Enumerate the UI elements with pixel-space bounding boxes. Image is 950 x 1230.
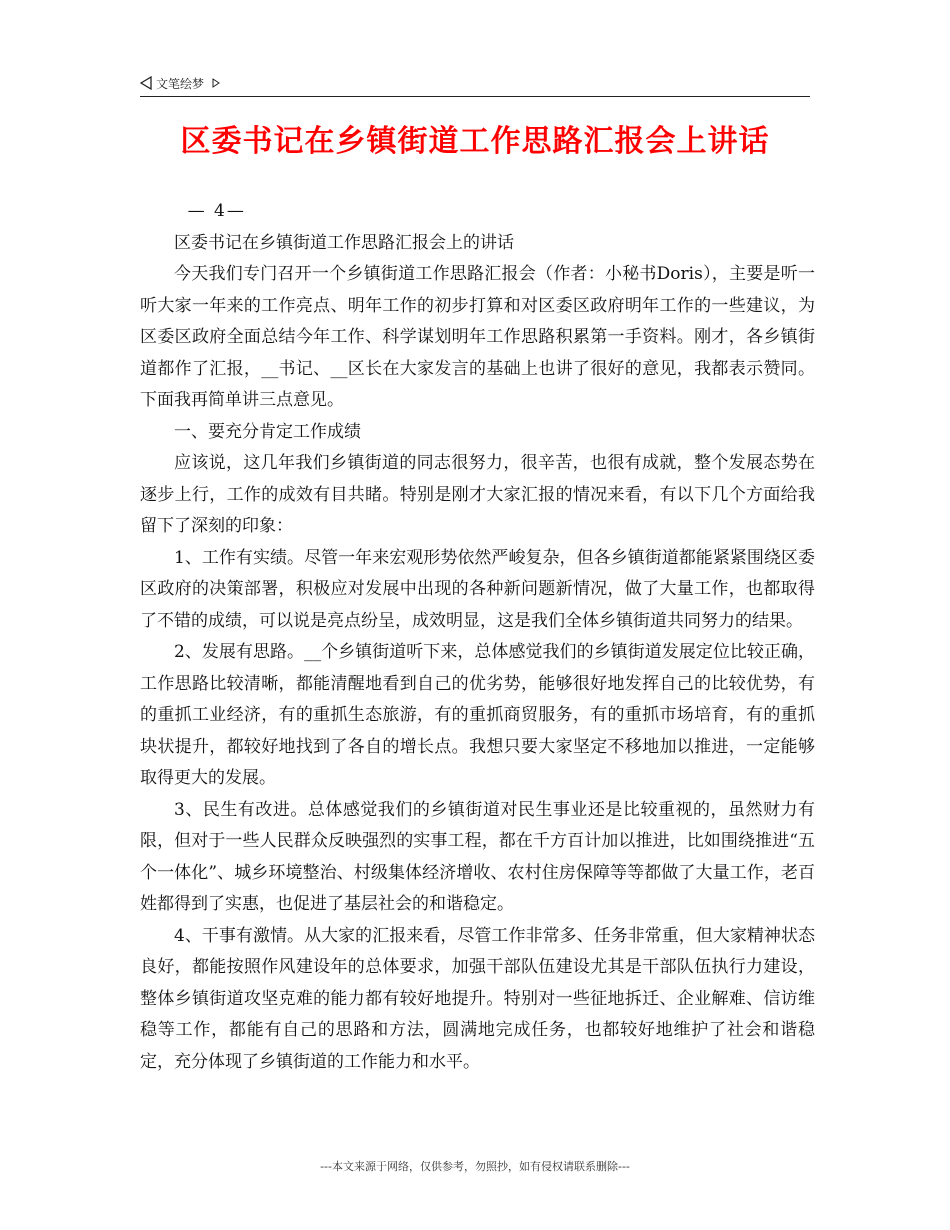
page-header (140, 70, 810, 97)
right-triangle-icon (212, 78, 220, 88)
point-3-paragraph: 3、民生有改进。总体感觉我们的乡镇街道对民生事业还是比较重视的，虽然财力有限，但对于一些人民群众反映强烈的实事工程，都在千方百计加以推进，比如围绕推进“五个一体化”、城乡环境整治、村级集体经济增收、农村住房保障等等都做了大量工作，老百姓都得到了实惠，也促进了基层社会的和谐稳定。 (140, 799, 815, 914)
document-body (140, 196, 815, 1078)
point-4-paragraph: 4、干事有激情。从大家的汇报来看，尽管工作非常多、任务非常重，但大家精神状态良好，都能按照作风建设年的总体要求，加强干部队伍建设尤其是干部队伍执行力建设，整体乡镇街道攻坚克难的能力都有较好地提升。特别对一些征地拆迁、企业解难、信访维稳等工作，都能有自己的思路和方法，圆满地完成任务，也都较好地维护了社会和谐稳定，充分体现了乡镇街道的工作能力和水平。 (140, 925, 815, 1072)
document-title: 区委书记在乡镇街道工作思路汇报会上讲话 (180, 124, 770, 159)
body-paragraph: 应该说，这几年我们乡镇街道的同志很努力，很辛苦，也很有成就，整个发展态势在逐步上行，工作的成效有目共睹。特别是刚才大家汇报的情况来看，有以下几个方面给我留下了深刻的印象： (140, 453, 815, 536)
page-marker: — 4— (187, 201, 246, 221)
brand (140, 72, 220, 94)
section-heading: 一、要充分肯定工作成绩 (174, 421, 361, 442)
point-1-paragraph: 1、工作有实绩。尽管一年来宏观形势依然严峻复杂，但各乡镇街道都能紧紧围绕区委区政府的决策部署，积极应对发展中出现的各种新问题新情况，做了大量工作，也都取得了不错的成绩，可以说是亮点纷呈，成效明显，这是我们全体乡镇街道共同努力的结果。 (140, 547, 815, 631)
left-triangle-icon (140, 76, 152, 90)
point-2-paragraph: 2、发展有思路。__个乡镇街道听下来，总体感觉我们的乡镇街道发展定位比较正确，工作思路比较清晰，都能清醒地看到自己的优劣势，能够很好地发挥自己的比较优势，有的重抓工业经济，有的重抓生态旅游，有的重抓商贸服务，有的重抓市场培育，有的重抓块状提升，都较好地找到了各自的增长点。我想只要大家坚定不移地加以推进，一定能够取得更大的发展。 (140, 642, 815, 788)
brand-name: 文笔绘梦 (156, 76, 205, 91)
footer-disclaimer: ---本文来源于网络，仅供参考，勿照抄，如有侵权请联系删除--- (320, 1160, 630, 1173)
subtitle-paragraph: 区委书记在乡镇街道工作思路汇报会上的讲话 (174, 232, 514, 253)
intro-paragraph: 今天我们专门召开一个乡镇街道工作思路汇报会（作者：小秘书Doris），主要是听一听大家一年来的工作亮点、明年工作的初步打算和对区委区政府明年工作的一些建议，为区委区政府全面总结今年工作、科学谋划明年工作思路积累第一手资料。刚才，各乡镇街道都作了汇报，__书记、__区长在大家发言的基础上也讲了很好的意见，我都表示赞同。下面我再简单讲三点意见。 (140, 264, 815, 410)
